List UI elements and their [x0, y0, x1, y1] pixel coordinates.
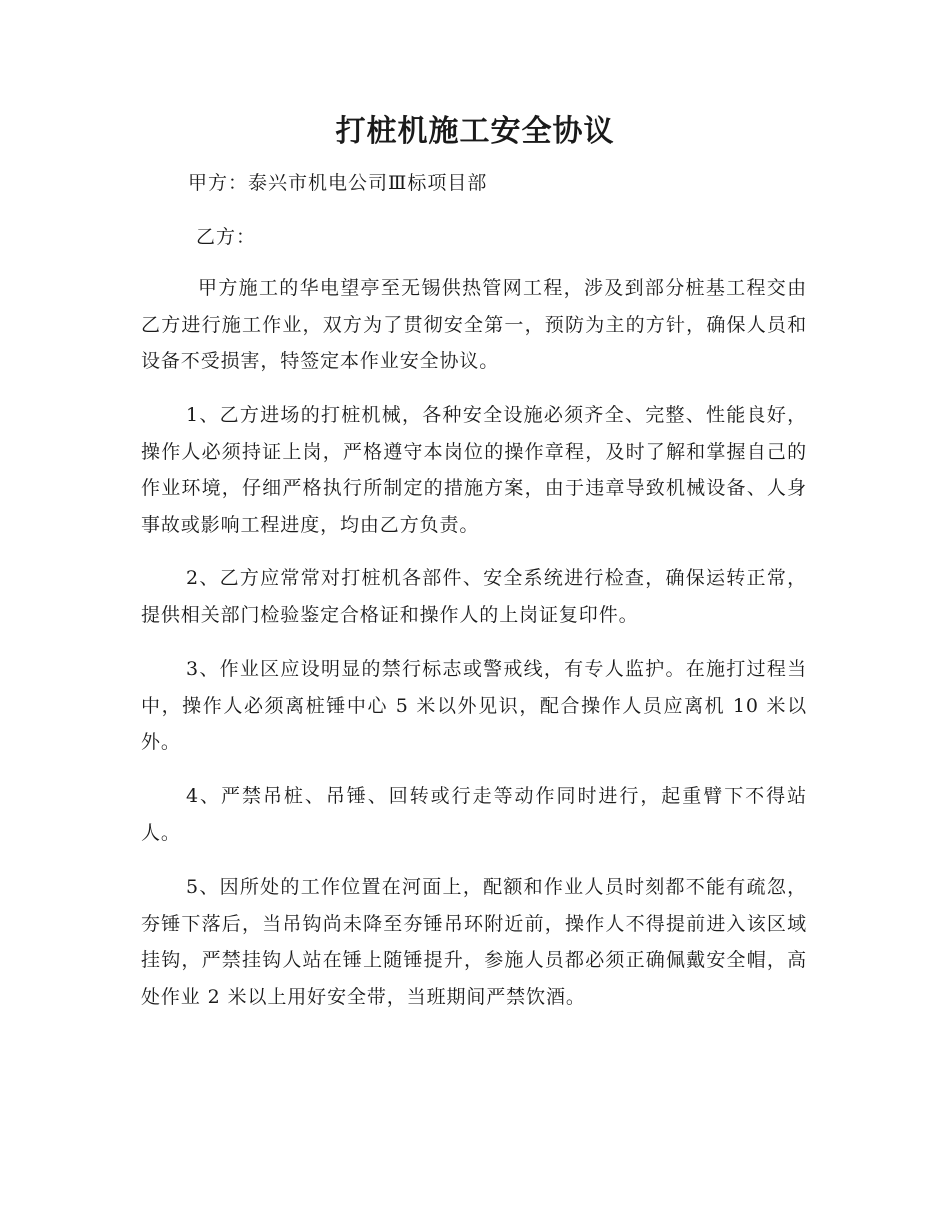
clause-5-paragraph: 5、因所处的工作位置在河面上，配额和作业人员时刻都不能有疏忽，夯锤下落后，当吊钩尚未降至夯锤吊环附近前，操作人不得提前进入该区域挂钩，严禁挂钩人站在锤上随锤提升，参施人员都必须正确佩戴安全帽，高处作业 2 米以上用好安全带，当班期间严禁饮酒。: [141, 876, 807, 1008]
clause-2-paragraph: 2、乙方应常常对打桩机各部件、安全系统进行检查，确保运转正常，提供相关部门检验鉴定合格证和操作人的上岗证复印件。: [141, 567, 807, 626]
clause-3-paragraph: 3、作业区应设明显的禁行标志或警戒线，有专人监护。在施打过程当中，操作人必须离桩锤中心 5 米以外见识，配合操作人员应离机 10 米以外。: [141, 658, 807, 753]
document-title: 打桩机施工安全协议: [335, 114, 615, 149]
intro-paragraph: 甲方施工的华电望亭至无锡供热管网工程，涉及到部分桩基工程交由乙方进行施工作业，双方为了贯彻安全第一，预防为主的方针，确保人员和设备不受损害，特签定本作业安全协议。: [141, 277, 807, 372]
clause-1-paragraph: 1、乙方进场的打桩机械，各种安全设施必须齐全、完整、性能良好，操作人必须持证上岗，严格遵守本岗位的操作章程，及时了解和掌握自己的作业环境，仔细严格执行所制定的措施方案，由于违章导致机械设备、人身事故或影响工程进度，均由乙方负责。: [141, 404, 807, 536]
party-a-line: 甲方：泰兴市机电公司Ⅲ标项目部: [188, 172, 488, 194]
clause-4-paragraph: 4、严禁吊桩、吊锤、回转或行走等动作同时进行，起重臂下不得站人。: [141, 785, 807, 844]
party-b-line: 乙方：: [196, 226, 257, 248]
